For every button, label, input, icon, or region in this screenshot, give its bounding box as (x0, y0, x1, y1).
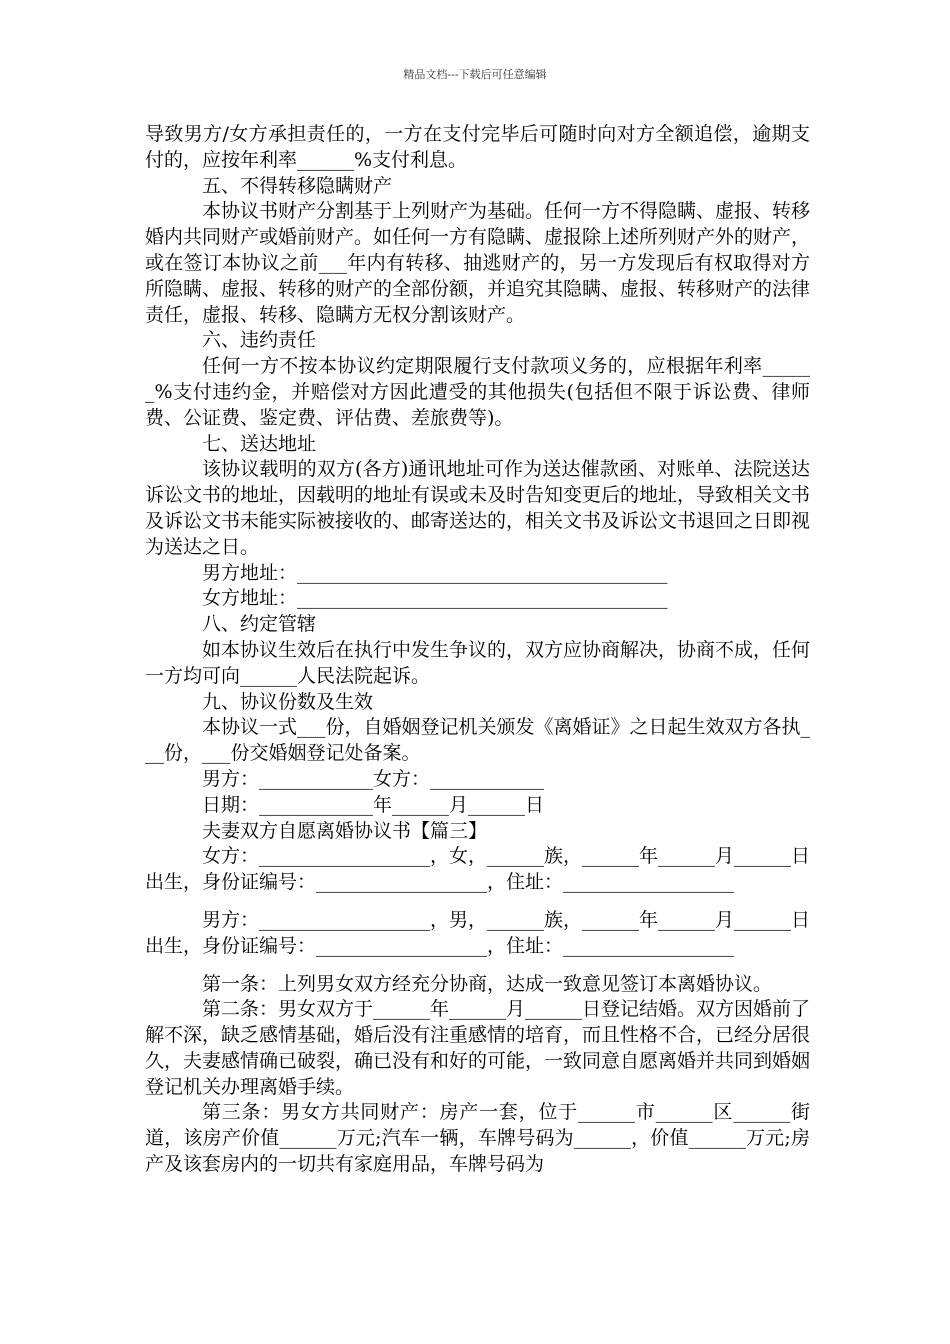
paragraph: 男方地址：_______________________________________ (202, 561, 668, 584)
paragraph: 第二条：男女双方于______年______月______日登记结婚。双方因婚前了解不深，缺乏感情基础，婚后没有注重感情的培育，而且性格不合，已经分居很久，夫妻感情确已破裂，确已没有和好的可能，一致同意自愿离婚并共同到婚姻登记机关办理离婚手续。 (145, 998, 811, 1098)
paragraph: 夫妻双方自愿离婚协议书【篇三】 (202, 819, 488, 842)
paragraph: 女方地址：_______________________________________ (202, 587, 668, 610)
paragraph: 六、违约责任 (202, 329, 317, 352)
paragraph: 本协议一式___份，自婚姻登记机关颁发《离婚证》之日起生效双方各执___份，___份交婚姻登记处备案。 (145, 716, 811, 765)
paragraph: 任何一方不按本协议约定期限履行支付款项义务的，应根据年利率______%支付违约金，并赔偿对方因此遭受的其他损失(包括但不限于诉讼费、律师费、公证费、鉴定费、评估费、差旅费等)。 (145, 355, 810, 429)
paragraph: 五、不得转移隐瞒财产 (202, 174, 393, 197)
paragraph: 日期：____________年______月______日 (202, 793, 545, 816)
document-body (145, 122, 810, 1178)
paragraph: 该协议载明的双方(各方)通讯地址可作为送达催款函、对账单、法院送达诉讼文书的地址，因载明的地址有误或未及时告知变更后的地址，导致相关文书及诉讼文书未能实际被接收的、邮寄送达的，相关文书及诉讼文书退回之日即视为送达之日。 (145, 458, 811, 558)
paragraph: 男方：____________女方：____________ (202, 767, 545, 790)
paragraph: 七、送达地址 (202, 432, 317, 455)
page-header: 精品文档---下载后可任意编辑 (403, 68, 547, 81)
paragraph: 第三条：男女方共同财产：房产一套，位于______市______区______街道，该房产价值______万元;汽车一辆，车牌号码为______，价值______万元;房产及该套房内的一切共有家庭用品，车牌号码为 (145, 1101, 810, 1176)
paragraph: 第一条：上列男女双方经充分协商，达成一致意见签订本离婚协议。 (202, 972, 773, 995)
paragraph: 女方：__________________，女，______族，______年______月______日出生，身份证编号：__________________，住址：__________________ (145, 845, 811, 894)
paragraph: 八、约定管辖 (202, 613, 317, 636)
paragraph: 本协议书财产分割基于上列财产为基础。任何一方不得隐瞒、虚报、转移婚内共同财产或婚前财产。如任何一方有隐瞒、虚报除上述所列财产外的财产，或在签订本协议之前___年内有转移、抽逃财产的，另一方发现后有权取得对方所隐瞒、虚报、转移的财产的全部份额，并追究其隐瞒、虚报、转移财产的法律责任，虚报、转移、隐瞒方无权分割该财产。 (145, 200, 811, 326)
paragraph: 如本协议生效后在执行中发生争议的，双方应协商解决，协商不成，任何一方均可向______人民法院起诉。 (145, 638, 811, 687)
paragraph: 导致男方/女方承担责任的，一方在支付完毕后可随时向对方全额追偿，逾期支付的，应按年利率______%支付利息。 (145, 123, 810, 171)
paragraph: 男方：__________________，男，______族，______年______月______日出生，身份证编号：__________________，住址：__________________ (145, 908, 811, 957)
paragraph: 九、协议份数及生效 (202, 690, 374, 713)
